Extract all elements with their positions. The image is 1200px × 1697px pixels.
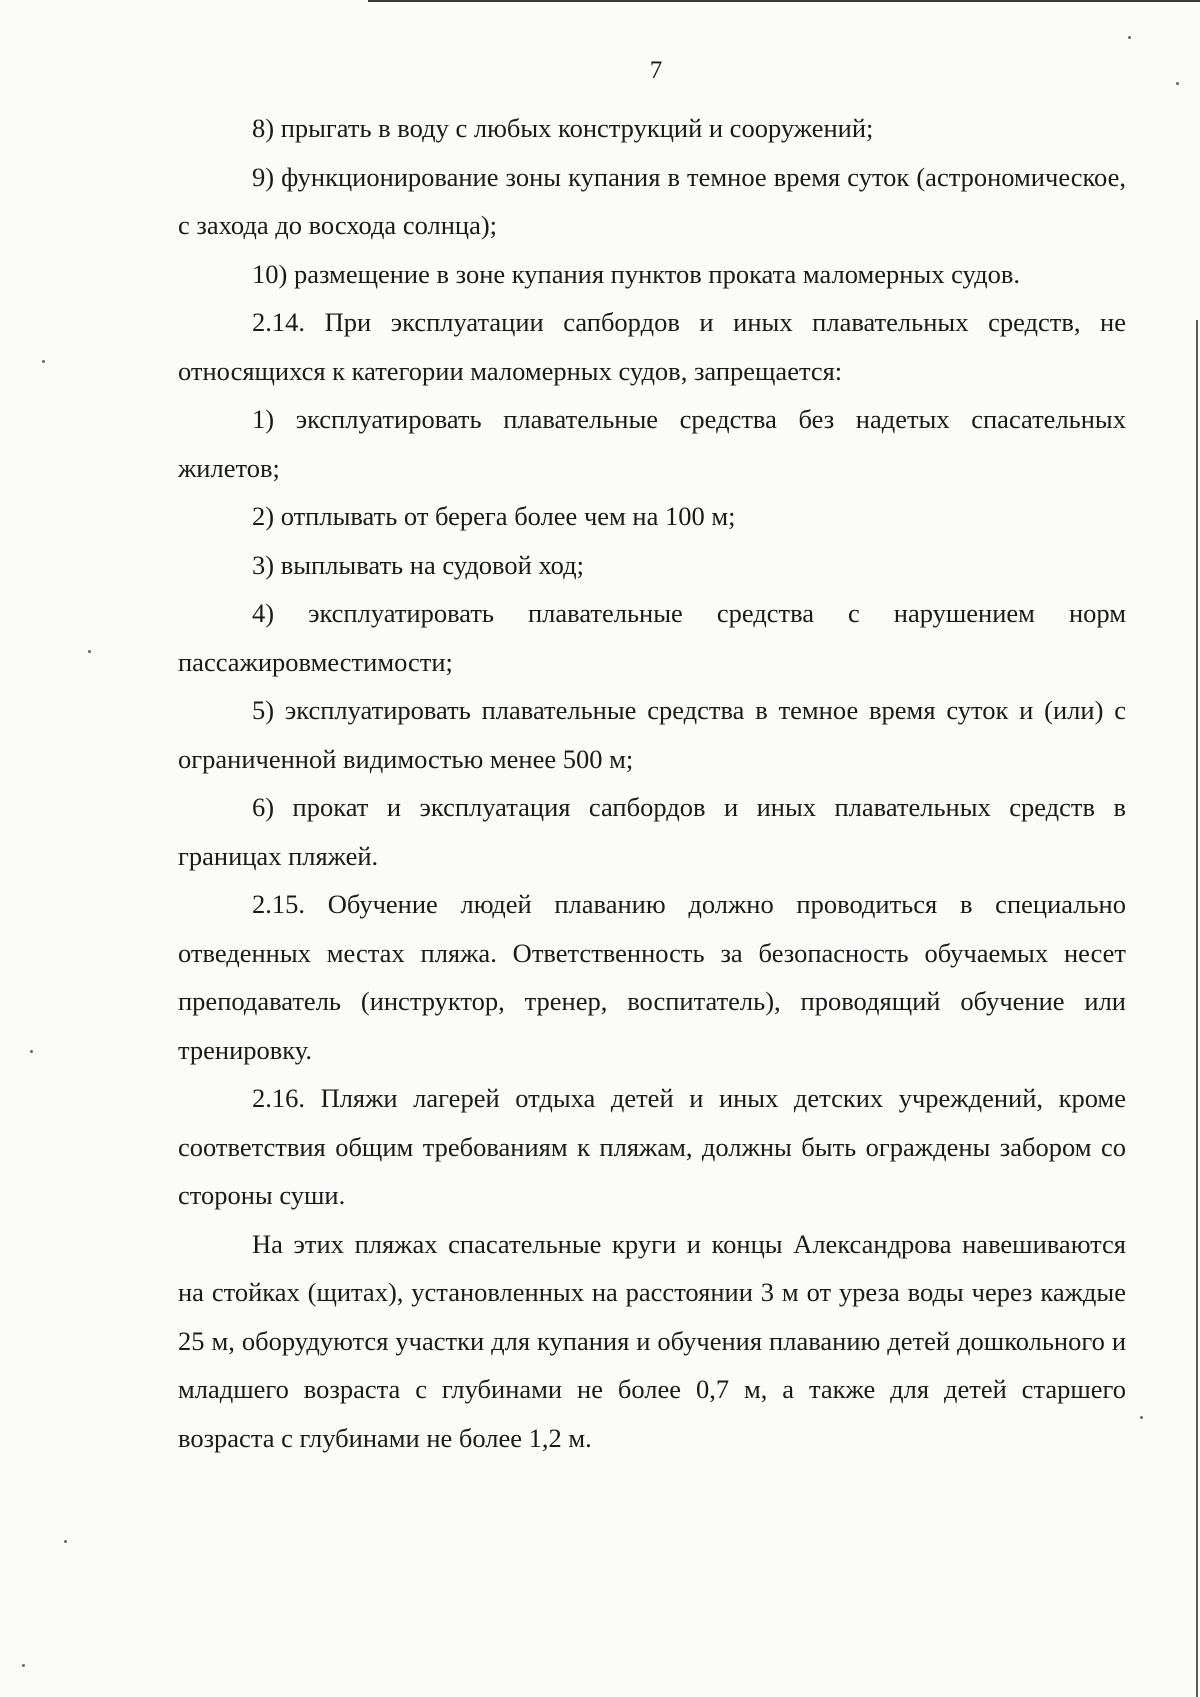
paragraph-item-1: 1) эксплуатировать плавательные средства без надетых спасательных жилетов; xyxy=(178,404,1126,483)
paragraph-item-10: 10) размещение в зоне купания пунктов проката маломерных судов. xyxy=(252,258,1020,289)
right-border-line xyxy=(1196,320,1198,1697)
paragraph-item-6: 6) прокат и эксплуатация сапбордов и иных плавательных средств в границах пляжей. xyxy=(178,792,1126,871)
top-border-line xyxy=(368,0,1200,2)
paragraph-item-9: 9) функционирование зоны купания в темное время суток (астрономическое, с захода до восхода солнца); xyxy=(178,161,1126,240)
paragraph-item-5: 5) эксплуатировать плавательные средства в темное время суток и (или) с ограниченной видимостью менее 500 м; xyxy=(178,695,1126,774)
paragraph-section-2-16: 2.16. Пляжи лагерей отдыха детей и иных детских учреждений, кроме соответствия общим требованиям к пляжам, должны быть ограждены забором со стороны суши. xyxy=(178,1083,1126,1210)
paragraph-item-8: 8) прыгать в воду с любых конструкций и сооружений; xyxy=(252,113,874,143)
scan-speck xyxy=(1128,36,1131,39)
paragraph-section-2-15: 2.15. Обучение людей плаванию должно проводиться в специально отведенных местах пляжа. Ответственность за безопасность обучаемых несет преподаватель (инструктор, тренер, воспитатель), проводящий обучение или тренировку. xyxy=(178,889,1126,1065)
paragraph-beach-equipment: На этих пляжах спасательные круги и концы Александрова навешиваются на стойках (щитах), установленных на расстоянии 3 м от уреза воды через каждые 25 м, оборудуются участки для купания и обучения плаванию детей дошкольного и младшего возраста с глубинами не более 0,7 м, а также для детей старшего возраста с глубинами не более 1,2 м. xyxy=(178,1228,1126,1453)
scan-speck xyxy=(1176,82,1179,85)
paragraph-section-2-14: 2.14. При эксплуатации сапбордов и иных плавательных средств, не относящихся к категории маломерных судов, запрещается: xyxy=(178,307,1126,386)
document-body xyxy=(178,104,1126,1462)
scan-speck xyxy=(42,360,45,363)
page-number: 7 xyxy=(649,57,663,84)
scan-speck xyxy=(22,1664,25,1667)
paragraph-item-4: 4) эксплуатировать плавательные средства с нарушением норм пассажировместимости; xyxy=(178,598,1126,677)
paragraph-item-2: 2) отплывать от берега более чем на 100 м; xyxy=(252,501,736,531)
scan-speck xyxy=(64,1540,67,1543)
paragraph-item-3: 3) выплывать на судовой ход; xyxy=(252,549,585,580)
scan-speck xyxy=(88,650,91,653)
scan-speck xyxy=(30,1050,33,1053)
scan-speck xyxy=(1140,1416,1143,1419)
